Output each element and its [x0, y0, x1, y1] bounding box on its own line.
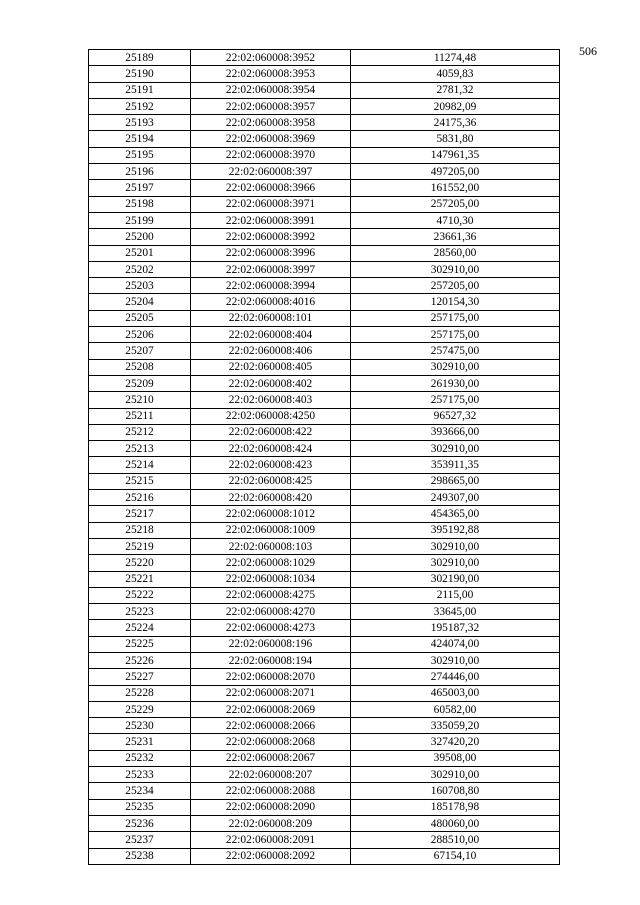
- cadastral-number-cell: 22:02:060008:2090: [191, 799, 351, 815]
- cadastral-number-cell: 22:02:060008:422: [191, 424, 351, 440]
- cadastral-number-cell: 22:02:060008:420: [191, 490, 351, 506]
- value-cell: 302910,00: [351, 359, 560, 375]
- value-cell: 257205,00: [351, 196, 560, 212]
- value-cell: 353911,35: [351, 457, 560, 473]
- table-row: [89, 82, 560, 98]
- row-number-cell: 25228: [89, 685, 191, 701]
- table-row: [89, 636, 560, 652]
- row-number-cell: 25197: [89, 180, 191, 196]
- value-cell: 454365,00: [351, 506, 560, 522]
- value-cell: 67154,10: [351, 848, 560, 864]
- value-cell: 480060,00: [351, 815, 560, 831]
- value-cell: 249307,00: [351, 490, 560, 506]
- row-number-cell: 25220: [89, 555, 191, 571]
- value-cell: 302910,00: [351, 652, 560, 668]
- table-row: [89, 229, 560, 245]
- cadastral-number-cell: 22:02:060008:2088: [191, 783, 351, 799]
- cadastral-number-cell: 22:02:060008:207: [191, 767, 351, 783]
- cadastral-number-cell: 22:02:060008:2091: [191, 832, 351, 848]
- value-cell: 497205,00: [351, 164, 560, 180]
- cadastral-number-cell: 22:02:060008:3992: [191, 229, 351, 245]
- value-cell: 96527,32: [351, 408, 560, 424]
- row-number-cell: 25209: [89, 375, 191, 391]
- value-cell: 465003,00: [351, 685, 560, 701]
- cadastral-number-cell: 22:02:060008:424: [191, 441, 351, 457]
- table-row: [89, 147, 560, 163]
- value-cell: 257475,00: [351, 343, 560, 359]
- cadastral-number-cell: 22:02:060008:4016: [191, 294, 351, 310]
- cadastral-number-cell: 22:02:060008:3996: [191, 245, 351, 261]
- table-row: [89, 375, 560, 391]
- table-row: [89, 424, 560, 440]
- table-row: [89, 98, 560, 114]
- row-number-cell: 25238: [89, 848, 191, 864]
- value-cell: 60582,00: [351, 701, 560, 717]
- row-number-cell: 25231: [89, 734, 191, 750]
- table-row: [89, 473, 560, 489]
- value-cell: 302910,00: [351, 555, 560, 571]
- cadastral-number-cell: 22:02:060008:402: [191, 375, 351, 391]
- value-cell: 20982,09: [351, 98, 560, 114]
- value-cell: 393666,00: [351, 424, 560, 440]
- cadastral-number-cell: 22:02:060008:3958: [191, 115, 351, 131]
- value-cell: 120154,30: [351, 294, 560, 310]
- table-row: [89, 196, 560, 212]
- table-row: [89, 587, 560, 603]
- row-number-cell: 25237: [89, 832, 191, 848]
- row-number-cell: 25218: [89, 522, 191, 538]
- value-cell: 302910,00: [351, 261, 560, 277]
- table-row: [89, 278, 560, 294]
- row-number-cell: 25204: [89, 294, 191, 310]
- value-cell: 4059,83: [351, 66, 560, 82]
- row-number-cell: 25217: [89, 506, 191, 522]
- value-cell: 5831,80: [351, 131, 560, 147]
- cadastral-number-cell: 22:02:060008:4273: [191, 620, 351, 636]
- table-row: [89, 750, 560, 766]
- row-number-cell: 25229: [89, 701, 191, 717]
- table-row: [89, 815, 560, 831]
- value-cell: 395192,88: [351, 522, 560, 538]
- cadastral-number-cell: 22:02:060008:3994: [191, 278, 351, 294]
- value-cell: 257205,00: [351, 278, 560, 294]
- row-number-cell: 25189: [89, 50, 191, 66]
- value-cell: 161552,00: [351, 180, 560, 196]
- value-cell: 160708,80: [351, 783, 560, 799]
- table-row: [89, 392, 560, 408]
- cadastral-number-cell: 22:02:060008:2092: [191, 848, 351, 864]
- table-row: [89, 164, 560, 180]
- page-number: 506: [579, 44, 597, 58]
- row-number-cell: 25206: [89, 327, 191, 343]
- cadastral-number-cell: 22:02:060008:3954: [191, 82, 351, 98]
- cadastral-number-cell: 22:02:060008:3969: [191, 131, 351, 147]
- row-number-cell: 25233: [89, 767, 191, 783]
- row-number-cell: 25227: [89, 669, 191, 685]
- table-row: [89, 490, 560, 506]
- cadastral-number-cell: 22:02:060008:1012: [191, 506, 351, 522]
- table-row: [89, 555, 560, 571]
- row-number-cell: 25194: [89, 131, 191, 147]
- registry-table: [88, 49, 560, 865]
- table-row: [89, 245, 560, 261]
- value-cell: 39508,00: [351, 750, 560, 766]
- cadastral-number-cell: 22:02:060008:397: [191, 164, 351, 180]
- value-cell: 185178,98: [351, 799, 560, 815]
- value-cell: 257175,00: [351, 327, 560, 343]
- row-number-cell: 25196: [89, 164, 191, 180]
- table-row: [89, 652, 560, 668]
- row-number-cell: 25191: [89, 82, 191, 98]
- row-number-cell: 25222: [89, 587, 191, 603]
- row-number-cell: 25203: [89, 278, 191, 294]
- row-number-cell: 25232: [89, 750, 191, 766]
- table-row: [89, 457, 560, 473]
- table-row: [89, 408, 560, 424]
- table-row: [89, 343, 560, 359]
- row-number-cell: 25190: [89, 66, 191, 82]
- row-number-cell: 25230: [89, 718, 191, 734]
- value-cell: 257175,00: [351, 310, 560, 326]
- value-cell: 4710,30: [351, 212, 560, 228]
- row-number-cell: 25216: [89, 490, 191, 506]
- value-cell: 2115,00: [351, 587, 560, 603]
- row-number-cell: 25199: [89, 212, 191, 228]
- table-row: [89, 180, 560, 196]
- row-number-cell: 25207: [89, 343, 191, 359]
- table-row: [89, 131, 560, 147]
- row-number-cell: 25193: [89, 115, 191, 131]
- row-number-cell: 25224: [89, 620, 191, 636]
- row-number-cell: 25208: [89, 359, 191, 375]
- row-number-cell: 25192: [89, 98, 191, 114]
- cadastral-number-cell: 22:02:060008:1034: [191, 571, 351, 587]
- cadastral-number-cell: 22:02:060008:423: [191, 457, 351, 473]
- row-number-cell: 25226: [89, 652, 191, 668]
- table-row: [89, 50, 560, 66]
- row-number-cell: 25215: [89, 473, 191, 489]
- table-row: [89, 441, 560, 457]
- cadastral-number-cell: 22:02:060008:404: [191, 327, 351, 343]
- value-cell: 195187,32: [351, 620, 560, 636]
- row-number-cell: 25223: [89, 604, 191, 620]
- table-row: [89, 604, 560, 620]
- cadastral-number-cell: 22:02:060008:405: [191, 359, 351, 375]
- table-row: [89, 783, 560, 799]
- table-row: [89, 685, 560, 701]
- table-row: [89, 701, 560, 717]
- row-number-cell: 25212: [89, 424, 191, 440]
- table-row: [89, 327, 560, 343]
- cadastral-number-cell: 22:02:060008:3957: [191, 98, 351, 114]
- cadastral-number-cell: 22:02:060008:2067: [191, 750, 351, 766]
- row-number-cell: 25236: [89, 815, 191, 831]
- cadastral-number-cell: 22:02:060008:3997: [191, 261, 351, 277]
- value-cell: 327420,20: [351, 734, 560, 750]
- cadastral-number-cell: 22:02:060008:2071: [191, 685, 351, 701]
- row-number-cell: 25213: [89, 441, 191, 457]
- table-row: [89, 848, 560, 864]
- cadastral-number-cell: 22:02:060008:2070: [191, 669, 351, 685]
- cadastral-number-cell: 22:02:060008:1029: [191, 555, 351, 571]
- row-number-cell: 25198: [89, 196, 191, 212]
- table-row: [89, 734, 560, 750]
- row-number-cell: 25205: [89, 310, 191, 326]
- table-row: [89, 718, 560, 734]
- table-row: [89, 522, 560, 538]
- value-cell: 302910,00: [351, 538, 560, 554]
- table-row: [89, 66, 560, 82]
- row-number-cell: 25225: [89, 636, 191, 652]
- cadastral-number-cell: 22:02:060008:406: [191, 343, 351, 359]
- table-row: [89, 571, 560, 587]
- table-row: [89, 506, 560, 522]
- value-cell: 23661,36: [351, 229, 560, 245]
- value-cell: 302910,00: [351, 767, 560, 783]
- value-cell: 24175,36: [351, 115, 560, 131]
- cadastral-number-cell: 22:02:060008:3953: [191, 66, 351, 82]
- value-cell: 2781,32: [351, 82, 560, 98]
- value-cell: 335059,20: [351, 718, 560, 734]
- row-number-cell: 25234: [89, 783, 191, 799]
- cadastral-number-cell: 22:02:060008:425: [191, 473, 351, 489]
- cadastral-number-cell: 22:02:060008:194: [191, 652, 351, 668]
- table-row: [89, 115, 560, 131]
- row-number-cell: 25202: [89, 261, 191, 277]
- table-row: [89, 261, 560, 277]
- cadastral-number-cell: 22:02:060008:196: [191, 636, 351, 652]
- table-row: [89, 799, 560, 815]
- value-cell: 147961,35: [351, 147, 560, 163]
- value-cell: 33645,00: [351, 604, 560, 620]
- row-number-cell: 25195: [89, 147, 191, 163]
- cadastral-number-cell: 22:02:060008:209: [191, 815, 351, 831]
- row-number-cell: 25200: [89, 229, 191, 245]
- value-cell: 298665,00: [351, 473, 560, 489]
- value-cell: 274446,00: [351, 669, 560, 685]
- cadastral-number-cell: 22:02:060008:103: [191, 538, 351, 554]
- table-row: [89, 832, 560, 848]
- table-row: [89, 310, 560, 326]
- cadastral-number-cell: 22:02:060008:101: [191, 310, 351, 326]
- table-row: [89, 538, 560, 554]
- value-cell: 261930,00: [351, 375, 560, 391]
- cadastral-number-cell: 22:02:060008:2069: [191, 701, 351, 717]
- value-cell: 28560,00: [351, 245, 560, 261]
- value-cell: 11274,48: [351, 50, 560, 66]
- cadastral-number-cell: 22:02:060008:3952: [191, 50, 351, 66]
- row-number-cell: 25211: [89, 408, 191, 424]
- row-number-cell: 25235: [89, 799, 191, 815]
- table-row: [89, 620, 560, 636]
- cadastral-number-cell: 22:02:060008:4250: [191, 408, 351, 424]
- cadastral-number-cell: 22:02:060008:2066: [191, 718, 351, 734]
- cadastral-number-cell: 22:02:060008:4270: [191, 604, 351, 620]
- table-row: [89, 359, 560, 375]
- cadastral-number-cell: 22:02:060008:3991: [191, 212, 351, 228]
- row-number-cell: 25201: [89, 245, 191, 261]
- row-number-cell: 25214: [89, 457, 191, 473]
- value-cell: 424074,00: [351, 636, 560, 652]
- cadastral-number-cell: 22:02:060008:403: [191, 392, 351, 408]
- cadastral-number-cell: 22:02:060008:4275: [191, 587, 351, 603]
- cadastral-number-cell: 22:02:060008:2068: [191, 734, 351, 750]
- table-row: [89, 212, 560, 228]
- value-cell: 302910,00: [351, 441, 560, 457]
- cadastral-number-cell: 22:02:060008:3970: [191, 147, 351, 163]
- row-number-cell: 25219: [89, 538, 191, 554]
- table-row: [89, 294, 560, 310]
- row-number-cell: 25221: [89, 571, 191, 587]
- value-cell: 302190,00: [351, 571, 560, 587]
- table-row: [89, 669, 560, 685]
- registry-table-body: [89, 50, 560, 865]
- value-cell: 257175,00: [351, 392, 560, 408]
- value-cell: 288510,00: [351, 832, 560, 848]
- cadastral-number-cell: 22:02:060008:3966: [191, 180, 351, 196]
- cadastral-number-cell: 22:02:060008:1009: [191, 522, 351, 538]
- table-row: [89, 767, 560, 783]
- cadastral-number-cell: 22:02:060008:3971: [191, 196, 351, 212]
- row-number-cell: 25210: [89, 392, 191, 408]
